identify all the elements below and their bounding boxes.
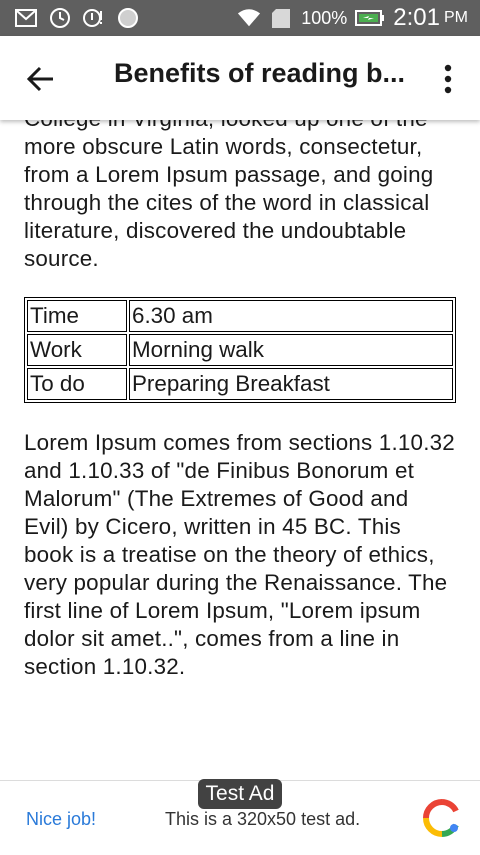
- schedule-table: [24, 297, 456, 403]
- signal-icon: [269, 6, 293, 30]
- article-content[interactable]: [0, 105, 480, 780]
- table-cell: Preparing Breakfast: [129, 368, 453, 400]
- table-row: [27, 368, 453, 400]
- table-cell: Work: [27, 334, 127, 366]
- table-row: [27, 300, 453, 332]
- status-bar: [0, 0, 480, 36]
- table-cell: To do: [27, 368, 127, 400]
- wifi-icon: [237, 6, 261, 30]
- app-toolbar: [0, 36, 480, 120]
- table-row: [27, 334, 453, 366]
- battery-percent: 100%: [301, 7, 348, 28]
- gmail-icon: [14, 6, 38, 30]
- clock-ampm: PM: [444, 9, 468, 26]
- ad-text[interactable]: This is a 320x50 test ad.: [165, 809, 361, 829]
- more-vert-icon[interactable]: [438, 62, 458, 96]
- table-cell: Time: [27, 300, 127, 332]
- ad-logo-icon[interactable]: [423, 799, 461, 837]
- table-cell: 6.30 am: [129, 300, 453, 332]
- table-cell: Morning walk: [129, 334, 453, 366]
- test-ad-badge: Test Ad: [198, 779, 282, 809]
- page-title: Benefits of reading b...: [114, 58, 406, 88]
- sync-icon: [48, 6, 72, 30]
- article-paragraph: more obscure Latin words, consectetur, from a Lorem Ipsum passage, and going through the cites of the word in classical literature, discovered the undoubtable source.: [24, 134, 434, 271]
- circle-icon: [116, 6, 140, 30]
- ad-banner[interactable]: [0, 780, 480, 855]
- ad-headline[interactable]: Nice job!: [26, 809, 97, 829]
- clock-time: 2:01: [393, 4, 440, 31]
- article-paragraph: Lorem Ipsum comes from sections 1.10.32 and 1.10.33 of "de Finibus Bonorum et Malorum" (The Extremes of Good and Evil) by Cicero, written in 45 BC. This book is a treatise on the theory of ethics, very popular during the Renaissance. The first line of Lorem Ipsum, "Lorem ipsum dolor sit amet..", comes from a line in section 1.10.32.: [24, 430, 455, 679]
- arrow-back-icon[interactable]: [26, 64, 56, 94]
- notification-icon: [82, 6, 106, 30]
- battery-charging-icon: [355, 6, 385, 30]
